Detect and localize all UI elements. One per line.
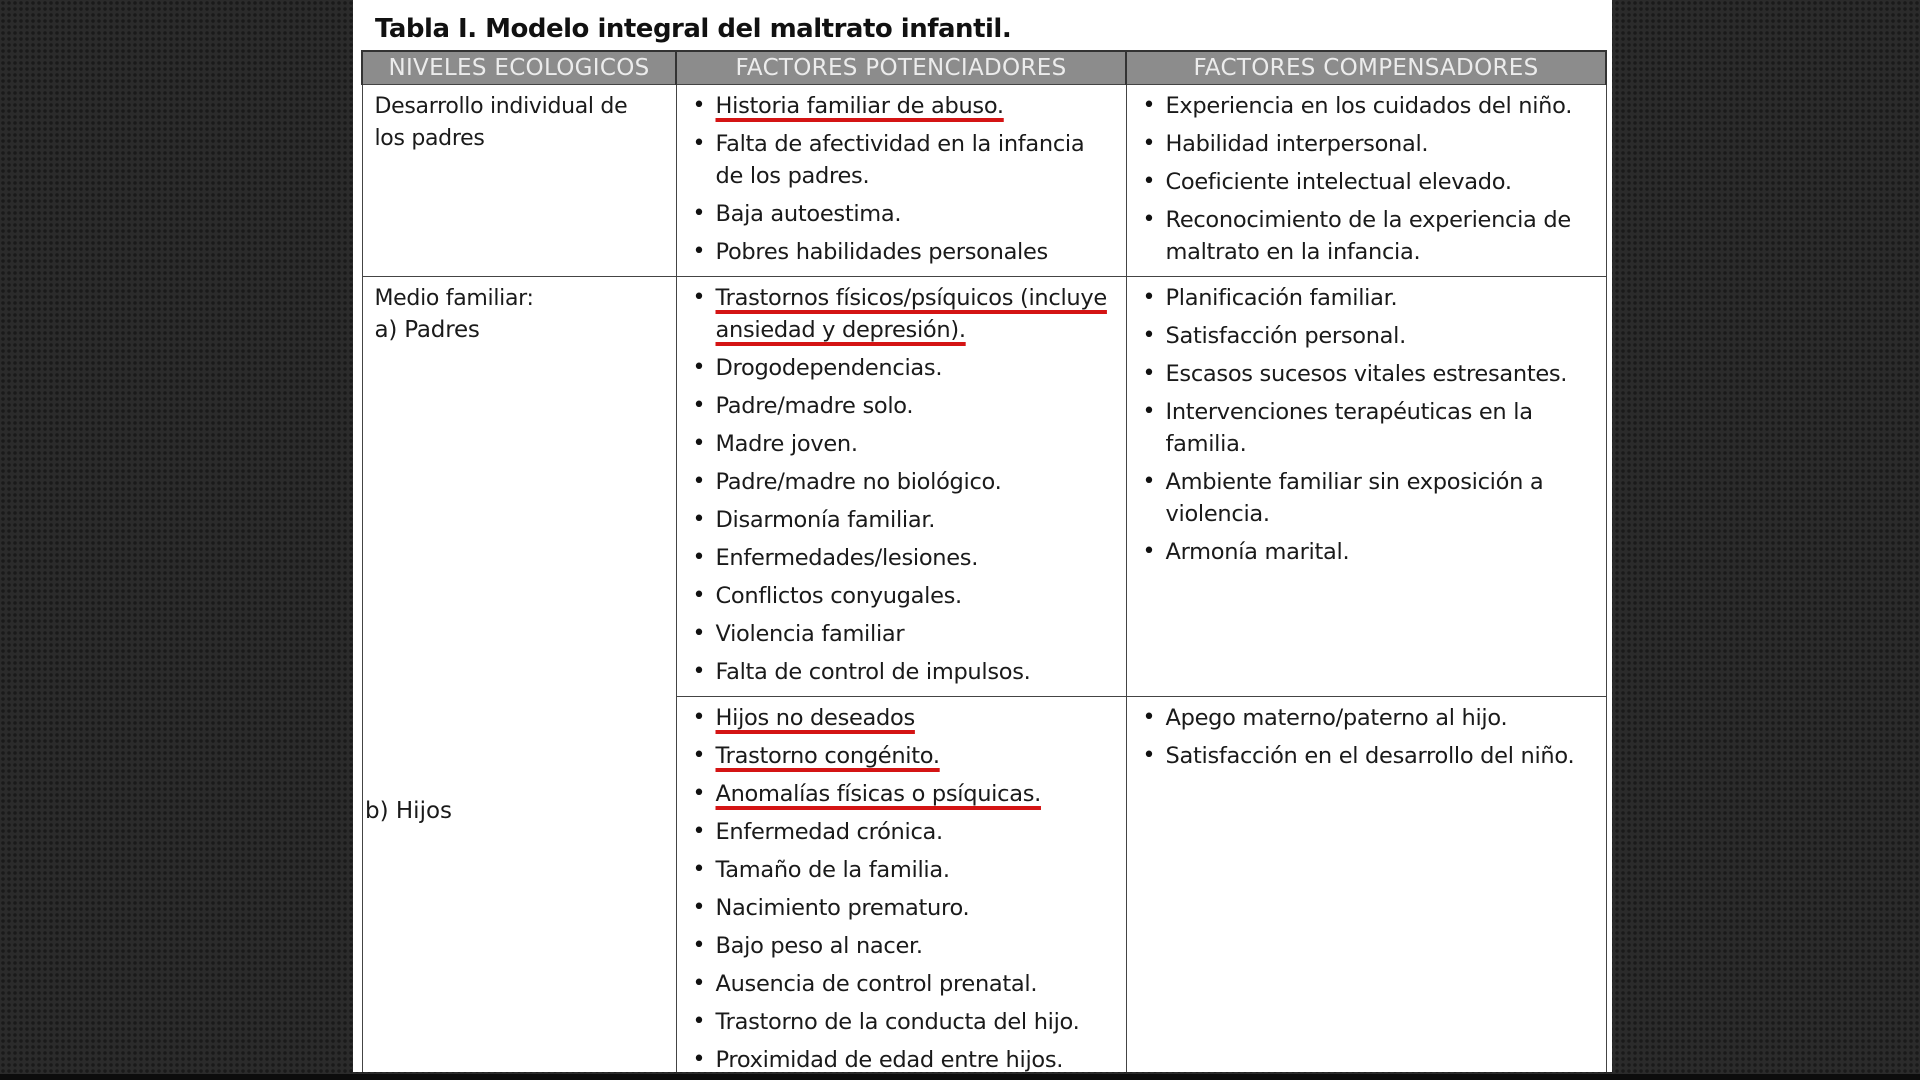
list-item: • Padre/madre solo. [691, 390, 1118, 422]
list-item: • Disarmonía familiar. [691, 504, 1118, 536]
list-item [691, 282, 1118, 346]
highlighted-text: Trastorno congénito. [715, 743, 940, 769]
potenciadores-list [677, 277, 1126, 696]
potenciadores-cell [676, 277, 1126, 697]
list-item: • Reconocimiento de la experiencia de maltrato en la infancia. [1141, 204, 1598, 268]
list-item: • Falta de afectividad en la infancia de los padres. [691, 128, 1118, 192]
list-item: • Madre joven. [691, 428, 1118, 460]
compensadores-cell [1126, 697, 1606, 1073]
highlighted-text: Hijos no deseados [715, 705, 915, 731]
list-item: • Ausencia de control prenatal. [691, 968, 1118, 1000]
list-item: • Baja autoestima. [691, 198, 1118, 230]
list-item [691, 778, 1118, 810]
compensadores-list [1127, 697, 1606, 780]
compensadores-cell [1126, 277, 1606, 697]
list-item: • Proximidad de edad entre hijos. [691, 1044, 1118, 1072]
potenciadores-list [677, 85, 1126, 276]
level-cell [362, 85, 676, 277]
list-item: • Ambiente familiar sin exposición a violencia. [1141, 466, 1598, 530]
compensadores-list [1127, 85, 1606, 276]
document-page [353, 0, 1612, 1072]
level-cell [362, 277, 676, 1073]
list-item: • Falta de control de impulsos. [691, 656, 1118, 688]
header-potenciadores: FACTORES POTENCIADORES [676, 51, 1126, 85]
list-item: • Coeficiente intelectual elevado. [1141, 166, 1598, 198]
list-item: • Drogodependencias. [691, 352, 1118, 384]
list-item: • Nacimiento prematuro. [691, 892, 1118, 924]
list-item: • Conflictos conyugales. [691, 580, 1118, 612]
level-label: Medio familiar: [374, 286, 534, 311]
list-item: • Violencia familiar [691, 618, 1118, 650]
list-item: • Bajo peso al nacer. [691, 930, 1118, 962]
maltrato-model-table [361, 50, 1607, 1072]
list-item: • Enfermedades/lesiones. [691, 542, 1118, 574]
list-item: • Pobres habilidades personales [691, 236, 1118, 268]
potenciadores-cell [676, 697, 1126, 1073]
list-item [691, 740, 1118, 772]
compensadores-list [1127, 277, 1606, 576]
table-row [362, 85, 1606, 277]
list-item: • Satisfacción personal. [1141, 320, 1598, 352]
sublevel-hijos: b) Hijos [365, 798, 453, 824]
list-item: • Enfermedad crónica. [691, 816, 1118, 848]
list-item [691, 90, 1118, 122]
sublevel-padres: a) Padres [374, 317, 480, 343]
header-niveles: NIVELES ECOLOGICOS [362, 51, 676, 85]
potenciadores-cell [676, 85, 1126, 277]
header-compensadores: FACTORES COMPENSADORES [1126, 51, 1606, 85]
list-item: • Padre/madre no biológico. [691, 466, 1118, 498]
list-item: • Habilidad interpersonal. [1141, 128, 1598, 160]
list-item: • Trastorno de la conducta del hijo. [691, 1006, 1118, 1038]
highlighted-text: Trastornos físicos/psíquicos (incluye ansiedad y depresión). [715, 285, 1107, 343]
compensadores-cell [1126, 85, 1606, 277]
list-item: • Satisfacción en el desarrollo del niño. [1141, 740, 1598, 772]
list-item [691, 702, 1118, 734]
bottom-bar [0, 1074, 1920, 1080]
list-item: • Apego materno/paterno al hijo. [1141, 702, 1598, 734]
header-row [362, 51, 1606, 85]
list-item: • Planificación familiar. [1141, 282, 1598, 314]
table-row [362, 277, 1606, 697]
list-item: • Tamaño de la familia. [691, 854, 1118, 886]
list-item: • Experiencia en los cuidados del niño. [1141, 90, 1598, 122]
list-item: • Armonía marital. [1141, 536, 1598, 568]
highlighted-text: Historia familiar de abuso. [715, 93, 1004, 119]
list-item: • Intervenciones terapéuticas en la familia. [1141, 396, 1598, 460]
potenciadores-list [677, 697, 1126, 1072]
highlighted-text: Anomalías físicas o psíquicas. [715, 781, 1041, 807]
table-title: Tabla I. Modelo integral del maltrato infantil. [375, 14, 1012, 44]
level-label: Desarrollo individual de los padres [374, 94, 628, 151]
list-item: • Escasos sucesos vitales estresantes. [1141, 358, 1598, 390]
